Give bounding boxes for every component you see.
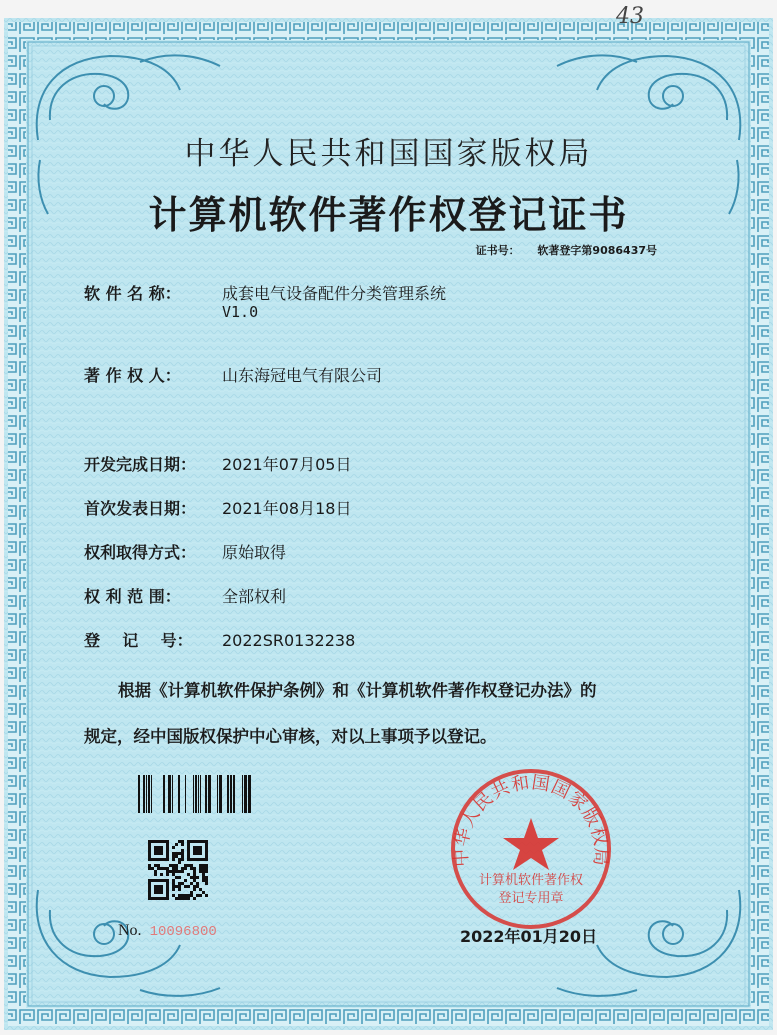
certificate-number-label: 证书号： [475, 244, 520, 257]
statement-line-1: 根据《计算机软件保护条例》和《计算机软件著作权登记办法》的 [118, 681, 597, 700]
field-acquisition-method [84, 540, 286, 563]
serial-number-label: No. [118, 922, 142, 939]
issuing-authority: 中华人民共和国国家版权局 [184, 136, 593, 172]
certificate-number: 软著登字第9086437号 [537, 244, 657, 257]
certificate-title: 计算机软件著作权登记证书 [148, 193, 629, 237]
statement-line-2: 规定，经中国版权保护中心审核，对以上事项予以登记。 [84, 727, 497, 746]
border-bottom [8, 1008, 769, 1026]
field-registration-number [84, 628, 355, 651]
field-label: 著 作 权 人： [84, 366, 181, 385]
certificate-number-line [476, 242, 657, 258]
handwritten-note: 43 [616, 4, 644, 29]
field-value: 2021年08月18日 [222, 499, 352, 518]
field-development-date [84, 452, 351, 475]
serial-number: 10096800 [149, 924, 217, 940]
seal-inner-line-1: 计算机软件著作权 [478, 873, 583, 888]
field-value: 2022SR0132238 [222, 631, 356, 650]
field-label: 软 件 名 称： [84, 284, 181, 303]
software-version: V1.0 [222, 303, 259, 321]
field-value: 山东海冠电气有限公司 [222, 366, 383, 385]
field-label: 权利取得方式： [84, 543, 197, 562]
field-label: 权 利 范 围： [84, 587, 181, 606]
field-label: 首次发表日期： [84, 499, 197, 518]
field-label: 登 记 号： [84, 631, 193, 650]
field-software-name [84, 281, 446, 304]
field-rights-scope [84, 584, 286, 607]
field-label: 开发完成日期： [84, 455, 197, 474]
serial-number-line [118, 922, 217, 940]
field-value: 2021年07月05日 [222, 455, 352, 474]
border-top [8, 22, 769, 40]
field-value: 原始取得 [222, 543, 287, 562]
seal-inner-text [474, 872, 588, 908]
seal-inner-line-2: 登记专用章 [498, 891, 564, 906]
svg-text:中华人民共和国国家版权局: 中华人民共和国国家版权局 [450, 772, 612, 868]
field-publication-date [84, 496, 351, 519]
issue-date: 2022年01月20日 [460, 927, 598, 946]
field-value: 成套电气设备配件分类管理系统 [222, 284, 447, 303]
field-value: 全部权利 [222, 587, 287, 606]
field-copyright-owner [84, 363, 382, 386]
